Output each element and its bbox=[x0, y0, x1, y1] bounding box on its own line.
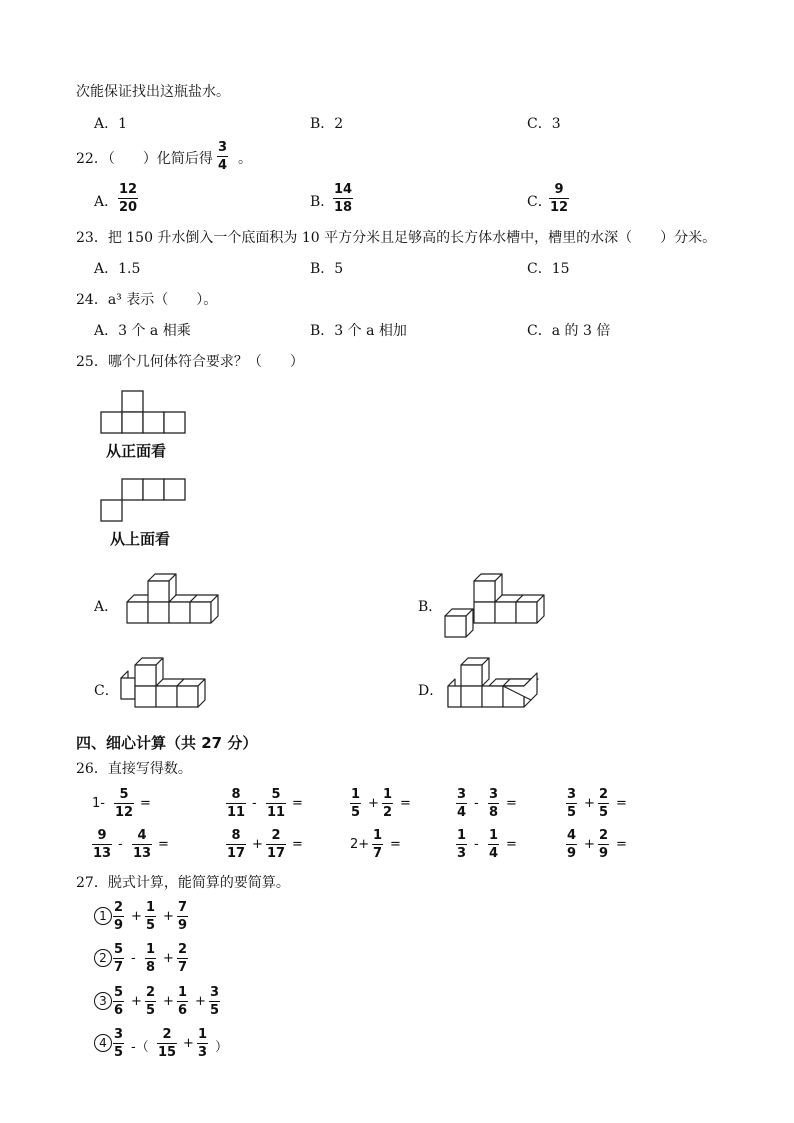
q23-option-b[interactable]: B．5 bbox=[310, 261, 344, 277]
q26-equals-sign: = bbox=[390, 837, 401, 852]
q23-stem: 23．把 150 升水倒入一个底面积为 10 平方分米且足够高的长方体水槽中，槽里的水深（ ）分米。 bbox=[76, 230, 717, 246]
q26-operator: - bbox=[118, 837, 123, 852]
q26-fraction: $\frac{2}{9}$ bbox=[599, 828, 609, 861]
q26-fraction: $\frac{2}{17}$ bbox=[267, 828, 286, 861]
q26-equals-sign: = bbox=[292, 837, 303, 852]
q27-fraction: $\frac{1}{5}$ bbox=[146, 900, 156, 933]
q27-item-number: 1 bbox=[94, 907, 112, 925]
q21-option-c[interactable]: C．3 bbox=[527, 116, 561, 132]
q26-fraction: $\frac{2}{5}$ bbox=[599, 787, 609, 820]
q27-operator: -（ bbox=[131, 1040, 149, 1055]
q26-equals-sign: = bbox=[506, 796, 517, 811]
q24-option-b[interactable]: B．3 个 a 相加 bbox=[310, 323, 407, 339]
front-view-diagram bbox=[100, 390, 192, 436]
q27-item-number: 4 bbox=[94, 1034, 112, 1052]
q27-fraction: $\frac{2}{9}$ bbox=[114, 900, 124, 933]
q26-fraction: $\frac{5}{11}$ bbox=[267, 787, 286, 820]
q27-fraction: $\frac{1}{6}$ bbox=[178, 985, 188, 1018]
q25-choice-c-solid[interactable] bbox=[118, 656, 228, 720]
q26-operator: + bbox=[368, 796, 379, 811]
q26-fraction: $\frac{1}{4}$ bbox=[489, 828, 499, 861]
q24-stem: 24．a³ 表示（ ）。 bbox=[76, 292, 218, 308]
q25-choice-c-label[interactable]: C． bbox=[94, 683, 119, 699]
q26-equals-sign: = bbox=[506, 837, 517, 852]
q26-equals-sign: = bbox=[616, 837, 627, 852]
q22-option-c-fraction[interactable]: $\frac{9}{12}$ bbox=[550, 182, 569, 215]
q26-equals-sign: = bbox=[400, 796, 411, 811]
q26-fraction: $\frac{1}{3}$ bbox=[457, 828, 467, 861]
q26-fraction: $\frac{4}{9}$ bbox=[567, 828, 577, 861]
q27-operator: + bbox=[131, 909, 142, 924]
q27-operator: + bbox=[163, 951, 174, 966]
q25-choice-a-solid[interactable] bbox=[120, 572, 230, 636]
q27-fraction: $\frac{2}{5}$ bbox=[146, 985, 156, 1018]
q25-stem: 25．哪个几何体符合要求？（ ） bbox=[76, 354, 304, 370]
front-view-label: 从正面看 bbox=[106, 442, 167, 460]
q26-operator: + bbox=[584, 796, 595, 811]
q24-option-a[interactable]: A．3 个 a 相乘 bbox=[94, 323, 191, 339]
section-4-title: 四、细心计算（共 27 分） bbox=[76, 734, 258, 752]
q27-fraction: $\frac{2}{7}$ bbox=[178, 942, 188, 975]
q22-option-b-fraction[interactable]: $\frac{14}{18}$ bbox=[334, 182, 353, 215]
q26-operator: - bbox=[252, 796, 257, 811]
top-view-diagram bbox=[100, 478, 192, 524]
q25-choice-b-solid[interactable] bbox=[440, 572, 560, 636]
q26-fraction: $\frac{3}{8}$ bbox=[489, 787, 499, 820]
q27-fraction: $\frac{1}{8}$ bbox=[146, 942, 156, 975]
q26-fraction: $\frac{5}{12}$ bbox=[115, 787, 134, 820]
q26-fraction: $\frac{4}{13}$ bbox=[133, 828, 152, 861]
q27-operator: - bbox=[131, 951, 136, 966]
q22-option-b-label[interactable]: B． bbox=[310, 194, 335, 210]
q22-option-a-label[interactable]: A． bbox=[94, 194, 119, 210]
q26-operator: - bbox=[474, 837, 479, 852]
q25-choice-a-label[interactable]: A． bbox=[94, 599, 119, 615]
q26-operator: - bbox=[474, 796, 479, 811]
q25-choice-b-label[interactable]: B． bbox=[418, 599, 443, 615]
q27-operator: + bbox=[131, 994, 142, 1009]
q27-fraction: $\frac{3}{5}$ bbox=[114, 1027, 124, 1060]
q26-fraction: $\frac{9}{13}$ bbox=[93, 828, 112, 861]
q27-item-number: 2 bbox=[94, 949, 112, 967]
q27-operator: + bbox=[163, 994, 174, 1009]
q26-fraction: $\frac{3}{4}$ bbox=[457, 787, 467, 820]
q26-fraction: $\frac{1}{5}$ bbox=[351, 787, 361, 820]
q25-choice-d-label[interactable]: D． bbox=[418, 683, 444, 699]
q26-stem: 26．直接写得数。 bbox=[76, 761, 192, 777]
q23-option-c[interactable]: C．15 bbox=[527, 261, 570, 277]
q24-option-c[interactable]: C．a 的 3 倍 bbox=[527, 323, 611, 339]
q27-stem: 27．脱式计算，能简算的要简算。 bbox=[76, 875, 290, 891]
q26-fraction: $\frac{1}{2}$ bbox=[383, 787, 393, 820]
q22-target-fraction: $\frac{3}{4}$ bbox=[218, 140, 228, 173]
q26-fraction: $\frac{1}{7}$ bbox=[373, 828, 383, 861]
q26-lead-operand: 2+ bbox=[350, 837, 370, 852]
q26-operator: + bbox=[584, 837, 595, 852]
q27-fraction: $\frac{2}{15}$ bbox=[158, 1027, 177, 1060]
q26-equals-sign: = bbox=[140, 796, 151, 811]
q21-option-b[interactable]: B．2 bbox=[310, 116, 344, 132]
q21-stem-tail: 次能保证找出这瓶盐水。 bbox=[76, 84, 230, 100]
q22-option-c-label[interactable]: C． bbox=[527, 194, 552, 210]
q26-operator: + bbox=[252, 837, 263, 852]
q26-lead-operand: 1- bbox=[92, 796, 105, 811]
q27-fraction: $\frac{5}{6}$ bbox=[114, 985, 124, 1018]
q27-operator: + bbox=[183, 1036, 194, 1051]
q26-equals-sign: = bbox=[616, 796, 627, 811]
q26-equals-sign: = bbox=[158, 837, 169, 852]
q21-option-a[interactable]: A．1 bbox=[94, 116, 128, 132]
q26-fraction: $\frac{8}{17}$ bbox=[227, 828, 246, 861]
q26-fraction: $\frac{8}{11}$ bbox=[227, 787, 246, 820]
q27-fraction: $\frac{3}{5}$ bbox=[210, 985, 220, 1018]
q22-stem-end: 。 bbox=[238, 151, 252, 167]
q22-stem: 22．（ ）化简后得 bbox=[76, 151, 213, 167]
q27-item-number: 3 bbox=[94, 992, 112, 1010]
q26-fraction: $\frac{3}{5}$ bbox=[567, 787, 577, 820]
q27-fraction: $\frac{7}{9}$ bbox=[178, 900, 188, 933]
q27-fraction: $\frac{1}{3}$ bbox=[198, 1027, 208, 1060]
q27-operator: + bbox=[195, 994, 206, 1009]
q25-choice-d-solid[interactable] bbox=[440, 656, 550, 720]
q27-operator: ） bbox=[215, 1040, 229, 1055]
q27-fraction: $\frac{5}{7}$ bbox=[114, 942, 124, 975]
q22-option-a-fraction[interactable]: $\frac{12}{20}$ bbox=[119, 182, 138, 215]
q27-operator: + bbox=[163, 909, 174, 924]
top-view-label: 从上面看 bbox=[110, 530, 171, 548]
q26-equals-sign: = bbox=[292, 796, 303, 811]
q23-option-a[interactable]: A．1.5 bbox=[94, 261, 141, 277]
